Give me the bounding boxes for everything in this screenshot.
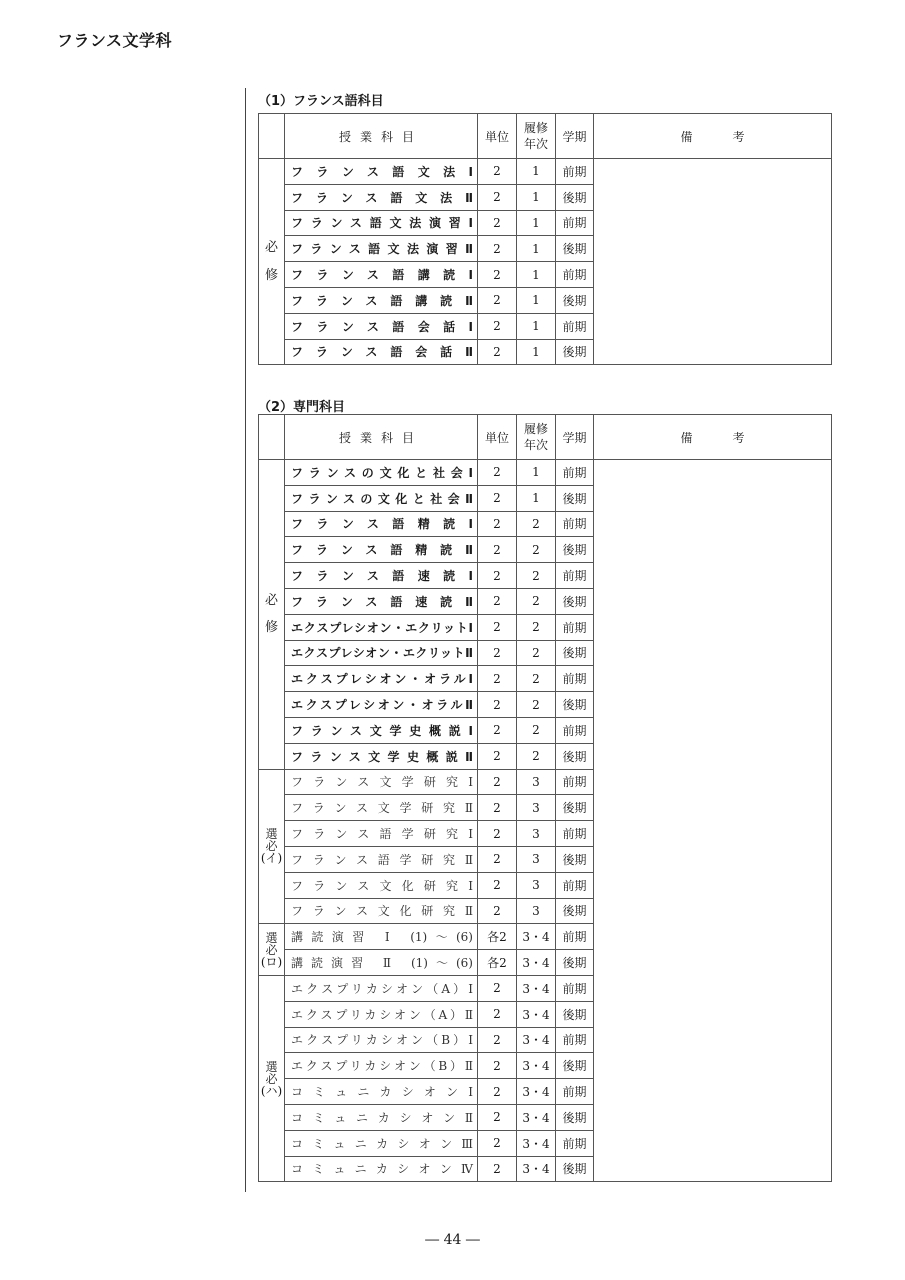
course-term: 前期 [556,1079,594,1105]
course-term: 後期 [556,795,594,821]
course-term: 前期 [556,1027,594,1053]
table-row [259,159,832,185]
course-year: 1 [517,184,556,210]
course-units: 2 [478,159,517,185]
course-units: 2 [478,184,517,210]
course-term: 前期 [556,717,594,743]
header-category-cell [259,415,285,460]
course-name: フランス語学研究Ⅰ [285,821,478,847]
course-year: 2 [517,563,556,589]
course-year: 3 [517,898,556,924]
course-year: 3・4 [517,1079,556,1105]
header-units: 単位 [478,415,517,460]
course-name: フランス語会話Ⅱ [285,339,478,365]
header-note [594,415,832,460]
course-name: コミュニカシオンⅣ [285,1156,478,1182]
french-language-course-table [258,113,832,365]
course-term: 後期 [556,950,594,976]
course-term: 前期 [556,666,594,692]
course-name: フランス語学研究Ⅱ [285,846,478,872]
course-name: エクスプレシオン・オラルⅠ [285,666,478,692]
course-year: 1 [517,262,556,288]
course-name: フランス語速読Ⅱ [285,588,478,614]
course-year: 3・4 [517,924,556,950]
course-name: コミュニカシオンⅠ [285,1079,478,1105]
course-name: エクスプリカシオン（B）Ⅰ [285,1027,478,1053]
course-name: フランス語精読Ⅱ [285,537,478,563]
course-name: コミュニカシオンⅢ [285,1130,478,1156]
header-term: 学期 [556,114,594,159]
course-term: 後期 [556,1104,594,1130]
course-term: 前期 [556,821,594,847]
course-units: 2 [478,975,517,1001]
course-term: 後期 [556,1001,594,1027]
course-units: 2 [478,1001,517,1027]
course-year: 3・4 [517,1001,556,1027]
course-units: 2 [478,846,517,872]
course-name: フランス語精読Ⅰ [285,511,478,537]
course-term: 後期 [556,692,594,718]
note-cell [594,159,832,365]
course-term: 後期 [556,1053,594,1079]
course-year: 3・4 [517,1027,556,1053]
course-name: エクスプリカシオン（B）Ⅱ [285,1053,478,1079]
course-name: フランス文学研究Ⅰ [285,769,478,795]
course-units: 2 [478,511,517,537]
header-row [259,114,832,159]
course-name: フランス文化研究Ⅰ [285,872,478,898]
course-term: 前期 [556,924,594,950]
course-name: フランス語文法Ⅱ [285,184,478,210]
course-name: エクスプレシオン・オラルⅡ [285,692,478,718]
course-year: 1 [517,485,556,511]
course-units: 2 [478,872,517,898]
course-name: フランス語会話Ⅰ [285,313,478,339]
course-units: 2 [478,236,517,262]
course-term: 後期 [556,184,594,210]
header-row [259,415,832,460]
course-term: 前期 [556,769,594,795]
course-name: エクスプレシオン・エクリットⅠ [285,614,478,640]
course-units: 2 [478,717,517,743]
course-name: エクスプレシオン・エクリットⅡ [285,640,478,666]
category-cell: 必 修 [259,460,285,770]
course-term: 後期 [556,743,594,769]
course-name: フランス語講読Ⅱ [285,287,478,313]
course-name: エクスプリカシオン（A）Ⅱ [285,1001,478,1027]
course-year: 3・4 [517,1130,556,1156]
course-units: 2 [478,1027,517,1053]
course-year: 2 [517,640,556,666]
course-term: 後期 [556,339,594,365]
course-units: 2 [478,769,517,795]
course-term: 後期 [556,287,594,313]
course-year: 3 [517,846,556,872]
specialized-course-table [258,414,832,1182]
course-year: 3・4 [517,1104,556,1130]
course-year: 3 [517,795,556,821]
course-term: 前期 [556,1130,594,1156]
course-term: 後期 [556,485,594,511]
course-units: 2 [478,1130,517,1156]
section-title-french-language: （1）フランス語科目 [258,94,384,109]
course-units: 2 [478,692,517,718]
course-term: 前期 [556,210,594,236]
course-year: 3・4 [517,1156,556,1182]
course-year: 2 [517,743,556,769]
course-name: フランス語文法演習Ⅰ [285,210,478,236]
header-category-cell [259,114,285,159]
course-units: 2 [478,262,517,288]
course-name: フランス文学史概説Ⅰ [285,717,478,743]
course-units: 2 [478,313,517,339]
table-row [259,460,832,486]
category-cell: 必 修 [259,159,285,365]
course-name: フランスの文化と社会Ⅱ [285,485,478,511]
course-units: 2 [478,485,517,511]
course-term: 前期 [556,614,594,640]
header-subject-label: 授業科目 [338,430,423,445]
course-units: 2 [478,1053,517,1079]
course-units: 2 [478,537,517,563]
course-name: 講読演習 Ⅰ (1)～(6) [285,924,478,950]
course-units: 2 [478,339,517,365]
course-name: フランス語文法演習Ⅱ [285,236,478,262]
category-cell: 選 必 (ロ) [259,924,285,976]
course-year: 3・4 [517,975,556,1001]
header-year: 履修 年次 [517,114,556,159]
note-cell [594,460,832,1182]
course-term: 前期 [556,159,594,185]
header-year: 履修 年次 [517,415,556,460]
course-units: 2 [478,210,517,236]
course-term: 前期 [556,262,594,288]
course-units: 2 [478,460,517,486]
course-term: 後期 [556,537,594,563]
course-units: 各2 [478,924,517,950]
section-title-specialized: （2）専門科目 [258,400,346,415]
header-note-label: 備考 [680,129,785,144]
course-name: エクスプリカシオン（A）Ⅰ [285,975,478,1001]
header-subject-label: 授業科目 [338,129,423,144]
course-term: 前期 [556,872,594,898]
course-year: 3 [517,821,556,847]
course-term: 前期 [556,975,594,1001]
department-title: フランス文学科 [57,31,173,50]
page-number: ― 44 ― [425,1232,480,1248]
course-term: 前期 [556,313,594,339]
course-year: 1 [517,460,556,486]
course-year: 2 [517,666,556,692]
course-term: 前期 [556,563,594,589]
header-note [594,114,832,159]
margin-rule [245,88,246,1192]
category-cell: 選 必 (ハ) [259,975,285,1181]
course-name: フランスの文化と社会Ⅰ [285,460,478,486]
header-subject [285,415,478,460]
course-units: 2 [478,821,517,847]
header-units: 単位 [478,114,517,159]
course-year: 1 [517,339,556,365]
course-term: 後期 [556,1156,594,1182]
course-term: 後期 [556,236,594,262]
course-year: 1 [517,313,556,339]
course-year: 2 [517,537,556,563]
course-units: 各2 [478,950,517,976]
course-name: フランス語文法Ⅰ [285,159,478,185]
course-name: フランス語講読Ⅰ [285,262,478,288]
course-year: 2 [517,692,556,718]
course-name: 講読演習 Ⅱ (1)～(6) [285,950,478,976]
course-year: 2 [517,511,556,537]
course-term: 後期 [556,588,594,614]
course-units: 2 [478,588,517,614]
course-units: 2 [478,1156,517,1182]
course-year: 3・4 [517,1053,556,1079]
course-term: 後期 [556,846,594,872]
course-units: 2 [478,1079,517,1105]
course-name: フランス語速読Ⅰ [285,563,478,589]
course-year: 2 [517,588,556,614]
course-term: 前期 [556,460,594,486]
category-cell: 選 必 (イ) [259,769,285,924]
course-term: 後期 [556,898,594,924]
course-term: 後期 [556,640,594,666]
course-year: 1 [517,287,556,313]
course-year: 3 [517,769,556,795]
header-note-label: 備考 [680,430,785,445]
course-name: コミュニカシオンⅡ [285,1104,478,1130]
course-name: フランス文化研究Ⅱ [285,898,478,924]
course-units: 2 [478,898,517,924]
course-units: 2 [478,614,517,640]
course-year: 2 [517,614,556,640]
course-units: 2 [478,640,517,666]
course-units: 2 [478,1104,517,1130]
course-year: 1 [517,236,556,262]
course-name: フランス文学研究Ⅱ [285,795,478,821]
course-year: 3 [517,872,556,898]
course-year: 3・4 [517,950,556,976]
course-year: 1 [517,210,556,236]
course-units: 2 [478,666,517,692]
header-term: 学期 [556,415,594,460]
header-subject [285,114,478,159]
course-name: フランス文学史概説Ⅱ [285,743,478,769]
course-units: 2 [478,795,517,821]
course-term: 前期 [556,511,594,537]
course-year: 1 [517,159,556,185]
course-units: 2 [478,563,517,589]
course-units: 2 [478,287,517,313]
course-units: 2 [478,743,517,769]
course-year: 2 [517,717,556,743]
